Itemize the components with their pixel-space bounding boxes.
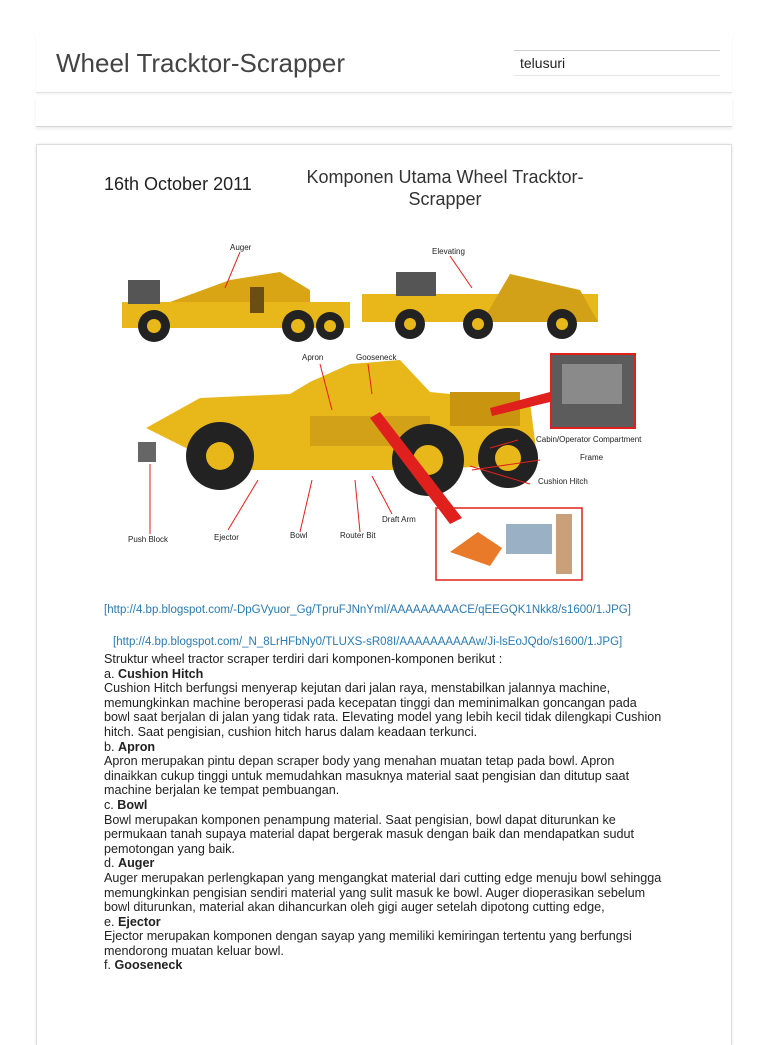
figure-label-auger: Auger — [230, 243, 252, 252]
section-title-ejector: Ejector — [118, 914, 161, 929]
figure-label-elevating: Elevating — [432, 247, 465, 256]
section-prefix: c. — [104, 797, 114, 812]
figure-label-frame: Frame — [580, 453, 604, 462]
section-heading — [104, 856, 664, 871]
section-heading — [104, 798, 664, 813]
figure-label-bowl: Bowl — [290, 531, 308, 540]
blog-title-link[interactable]: Wheel Tracktor-Scrapper — [56, 48, 345, 78]
section-title-bowl: Bowl — [117, 797, 148, 812]
section-prefix: b. — [104, 739, 115, 754]
section-heading — [104, 915, 664, 930]
figure-label-draft-arm: Draft Arm — [382, 515, 416, 524]
elevating-scraper-illustration — [362, 272, 598, 339]
post-figure[interactable] — [110, 232, 660, 584]
section-text-bowl: Bowl merupakan komponen penampung material. Saat pengisian, bowl dapat diturunkan ke permukaan tanah supaya material dapat bergerak masuk dengan baik dan mendapatkan sudut pemotongan yang baik. — [104, 812, 634, 856]
figure-label-apron: Apron — [302, 353, 324, 362]
section-text-apron: Apron merupakan pintu depan scraper body yang menahan muatan tetap pada bowl. Apron dinaikkan cukup tinggi untuk memudahkan masuknya material saat pengisian dan ditutup saat machine berjalan ke tempat pembuangan. — [104, 754, 630, 798]
scraper-diagram — [110, 232, 660, 584]
section-text-cushion-hitch: Cushion Hitch berfungsi menyerap kejutan dari jalan raya, menstabilkan jalannya machine, memungkinkan machine beroperasi pada kecepatan tinggi dan meminimalkan goncangan pada bowl saat berjalan di jalan yang tidak rata. Elevating model yang lebih kecil tidak dilengkapi Cushion hitch. Saat pengisian, cushion hitch harus dalam keadaan terkunci. — [104, 681, 662, 739]
section-text-auger: Auger merupakan perlengkapan yang mengangkat material dari cutting edge menuju bowl sehingga memungkinkan pengisian sendiri material yang sulit masuk ke bowl. Auger dioperasikan sebelum bowl diturunkan, material akan dihancurkan oleh gigi auger setelah dipotong cutting edge, — [104, 870, 662, 915]
nav-bar — [36, 96, 732, 127]
post-date: 16th October 2011 — [104, 174, 252, 194]
section-heading — [104, 667, 664, 682]
section-title-apron: Apron — [118, 739, 156, 754]
figure-label-ejector: Ejector — [214, 533, 239, 542]
post-intro: Struktur wheel tractor scraper terdiri dari komponen-komponen berikut : — [104, 652, 503, 666]
post-title[interactable]: Komponen Utama Wheel Tracktor-Scrapper — [306, 167, 584, 209]
section-heading — [104, 740, 664, 755]
figure-label-cabin: Cabin/Operator Compartment — [536, 435, 642, 444]
search-input[interactable] — [514, 50, 720, 76]
section-text-ejector: Ejector merupakan komponen dengan sayap yang memiliki kemiringan tertentu yang berfungsi mendorong muatan keluar bowl. — [104, 929, 632, 958]
section-title-gooseneck: Gooseneck — [114, 958, 183, 973]
post-body — [104, 652, 664, 973]
blog-header — [36, 34, 732, 93]
figure-label-router-bit: Router Bit — [340, 531, 376, 540]
figure-label-push-block: Push Block — [128, 535, 169, 544]
section-prefix: a. — [104, 666, 115, 681]
main-scraper-illustration — [138, 360, 538, 496]
auger-scraper-illustration — [122, 272, 350, 342]
section-prefix: d. — [104, 856, 115, 871]
figure-label-gooseneck: Gooseneck — [356, 353, 397, 362]
image-link-1[interactable]: [http://4.bp.blogspot.com/-DpGVyuor_Gg/TpruFJNnYmI/AAAAAAAAACE/qEEGQK1Nkk8/s1600/1.JPG] — [104, 604, 631, 616]
section-title-auger: Auger — [118, 856, 155, 871]
section-heading — [104, 958, 664, 973]
section-title-cushion-hitch: Cushion Hitch — [118, 666, 204, 681]
figure-label-cushion-hitch: Cushion Hitch — [538, 477, 588, 486]
image-link-2[interactable]: [http://4.bp.blogspot.com/_N_8LrHFbNy0/TLUXS-sR08I/AAAAAAAAAAw/Ji-lsEoJQdo/s1600/1.JPG] — [113, 636, 623, 648]
section-prefix: e. — [104, 914, 115, 929]
section-prefix: f. — [104, 958, 111, 973]
